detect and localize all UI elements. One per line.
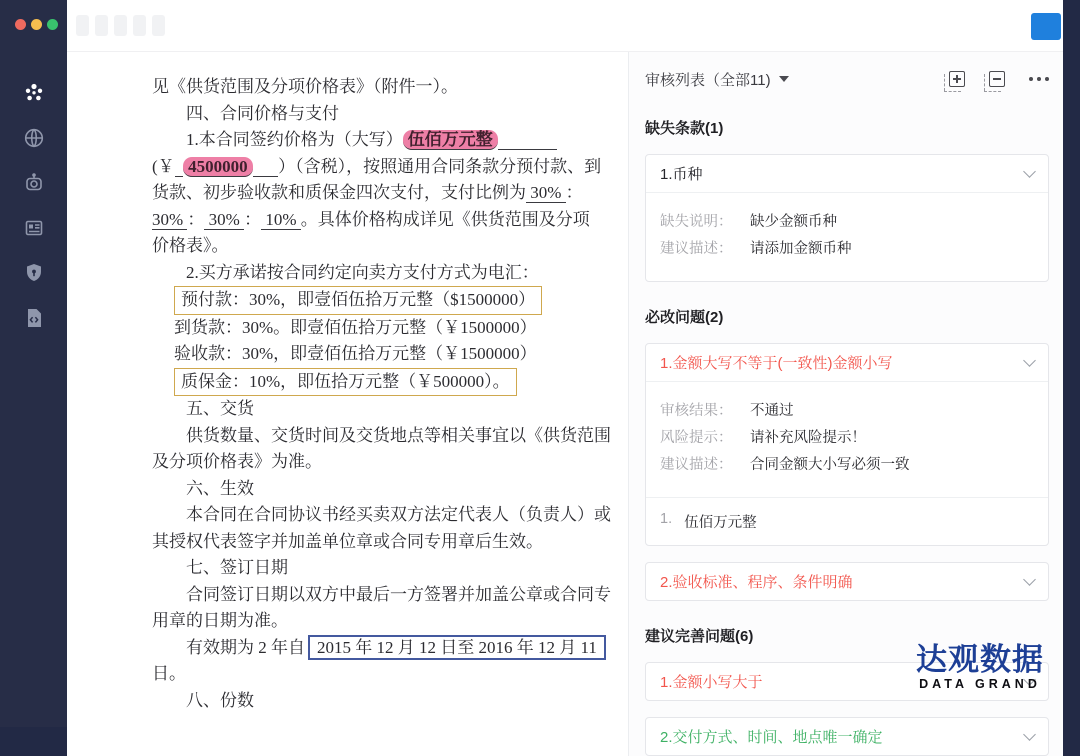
chevron-down-icon[interactable] [1023,673,1036,686]
main-area [67,0,1063,746]
doc-text: 合同签订日期以双方中最后一方签署并加盖公章或合同专 [186,584,611,604]
review-list-title[interactable]: 审核列表（全部11) [645,71,771,89]
minimize-window-button[interactable] [31,19,42,30]
field-row [660,209,1034,236]
review-card-delivery [645,717,1049,756]
toolbar [67,0,1063,52]
doc-text: 其授权代表签字并加盖单位章或合同专用章后生效。 [152,531,543,551]
doc-text: 供货数量、交货时间及交货地点等相关事宜以《供货范围 [186,425,611,445]
toolbar-button-placeholder[interactable] [95,15,108,36]
card-header[interactable] [646,663,1048,700]
card-title: 2.交付方式、时间、地点唯一确定 [660,729,883,746]
card-body [646,192,1048,281]
doc-text: 货款、初步验收款和质保金四次支付，支付比例为 [152,183,526,202]
doc-text: 价格表》。 [152,236,229,255]
security-shield-icon [22,261,46,285]
field-value: 合同金额大小写必须一致 [750,457,910,473]
doc-date-box: 2015 年 12 月 12 日至 2016 年 12 月 11 [308,635,606,660]
doc-text: 四、合同价格与支付 [186,103,339,123]
expand-all-icon [949,71,965,87]
evidence-index: 1. [660,511,673,527]
field-label: 建议描述： [660,241,733,257]
dashed-decoration [984,74,985,91]
doc-line [152,396,580,423]
doc-text: 有效期为 2 年自 [186,637,305,657]
chevron-down-icon[interactable] [1023,354,1036,367]
doc-line [152,476,580,503]
review-card-amount-mismatch [645,343,1049,546]
doc-underline-blank [498,130,558,150]
doc-text: 七、签订日期 [186,558,288,577]
chevron-down-icon[interactable] [1023,165,1036,178]
doc-text: 验收款：30%，即壹佰伍拾万元整（￥1500000） [174,344,537,363]
doc-text: 六、生效 [186,478,254,498]
contract-card-icon [22,216,46,240]
doc-text: 到货款：30%。即壹佰伍拾万元整（￥1500000） [174,317,537,337]
doc-text: 五、交货 [186,399,254,418]
doc-line [152,608,580,635]
zoom-window-button[interactable] [47,19,58,30]
toolbar-button-placeholder[interactable] [76,15,89,36]
assistant-robot-icon [22,171,46,195]
brand-logo-en: DATA GRAND [919,677,1041,691]
toolbar-button-placeholder[interactable] [133,15,146,36]
doc-underline-blank: 30% [526,183,566,202]
app-logo-cluster-icon [22,81,46,105]
section-title-missing-clauses: 缺失条款(1) [645,120,724,137]
doc-line [152,449,580,476]
doc-text: 质保金：10%，即伍拾万元整（￥500000）。 [181,371,510,391]
chevron-down-icon[interactable] [1023,728,1036,741]
dashed-decoration [944,74,945,91]
field-label: 建议描述： [660,457,733,473]
doc-underline-blank [175,157,184,177]
card-title: 1.币种 [660,166,703,183]
sidebar-nav [0,70,67,340]
doc-text: (￥ [152,156,175,176]
primary-action-button[interactable] [1031,13,1061,40]
dashed-decoration [984,91,1001,92]
card-body [646,381,1048,497]
collapse-all-icon [989,71,1005,87]
doc-line [152,555,580,582]
field-row [660,398,1034,425]
doc-line [152,127,580,154]
globe-icon [22,126,46,150]
sidebar-item-code-doc[interactable] [0,295,67,340]
code-document-icon [22,306,46,330]
sidebar-item-home[interactable] [0,70,67,115]
doc-text: 2.买方承诺按合同约定向卖方支付方式为电汇： [186,262,539,282]
doc-highlight: 4500000 [183,157,253,177]
chevron-down-icon[interactable] [1023,573,1036,586]
doc-text: ）（含税），按照通用合同条款分预付款、到 [278,156,602,176]
dashed-decoration [944,91,961,92]
card-title: 1.金额大写不等于(一致性)金额小写 [660,355,893,372]
field-row [660,425,1034,452]
doc-text: 预付款：30%，即壹佰伍拾万元整（$1500000） [181,290,536,309]
evidence-text: 伍佰万元整 [684,515,757,531]
sidebar-item-global[interactable] [0,115,67,160]
review-panel-header [645,65,1049,93]
field-label: 审核结果： [660,403,733,419]
doc-line [152,260,580,287]
doc-line [152,661,580,688]
doc-line [152,582,611,609]
doc-text: ： [244,209,262,229]
doc-text: 。具体价格构成详见《供货范围及分项 [300,209,590,229]
doc-line [174,368,517,397]
doc-line [174,315,580,342]
doc-text: 八、份数 [186,690,254,710]
filter-dropdown-caret-icon[interactable] [779,76,789,82]
doc-line [152,233,580,260]
evidence-item[interactable] [646,497,1048,545]
doc-text: 1.本合同签约价格为（大写） [186,130,403,149]
field-row [660,236,1034,263]
doc-highlight: 伍佰万元整 [403,130,498,150]
field-value: 请添加金额币种 [750,241,852,257]
doc-text: ： [565,183,583,202]
toolbar-button-placeholder[interactable] [114,15,127,36]
field-value: 请补充风险提示！ [750,430,866,446]
card-title: 1.金额小写大于 [660,674,763,691]
sidebar-item-contracts[interactable] [0,205,67,250]
doc-line [174,341,580,368]
doc-line [152,688,580,715]
review-card-currency [645,154,1049,282]
doc-text: 见《供货范围及分项价格表》（附件一）。 [152,77,458,96]
more-options-button[interactable] [1029,71,1049,87]
doc-line [174,286,542,315]
window-controls [15,19,58,30]
sidebar-item-security[interactable] [0,250,67,295]
doc-line [152,74,580,101]
review-panel [628,52,1063,756]
field-label: 风险提示： [660,430,733,446]
doc-line [152,154,602,181]
field-value: 不通过 [750,403,794,419]
ellipsis-icon [1029,71,1049,87]
sidebar [0,0,67,727]
doc-text: 用章的日期为准。 [152,611,288,630]
collapse-all-button[interactable] [989,71,1005,87]
doc-line [152,180,583,207]
card-header[interactable] [646,155,1048,192]
doc-line [152,502,611,529]
expand-all-button[interactable] [949,71,965,87]
review-card-amount-greater [645,662,1049,701]
doc-line [152,529,580,556]
doc-line [152,423,611,450]
card-header[interactable] [646,563,1048,600]
doc-underline-blank: 30% [204,209,245,229]
doc-underline-blank: 30% [152,209,188,229]
doc-text: 及分项价格表》为准。 [152,452,322,471]
section-title-must-fix: 必改问题(2) [645,309,724,326]
field-value: 缺少金额币种 [750,214,837,230]
doc-underline-blank [253,157,279,177]
content-area [67,52,1063,756]
brand-logo-cn: 达观数据 [916,642,1044,677]
contract-document[interactable] [67,52,628,756]
field-label: 缺失说明： [660,214,733,230]
card-header[interactable] [646,718,1048,755]
card-title: 2.验收标准、程序、条件明确 [660,574,853,591]
doc-text: ： [187,209,205,229]
field-row [660,452,1034,479]
doc-text: 日。 [152,664,186,683]
section-title-suggested: 建议完善问题(6) [645,628,754,645]
card-header[interactable] [646,344,1048,381]
doc-line [152,101,580,128]
doc-line [152,635,597,662]
review-card-acceptance [645,562,1049,601]
toolbar-button-placeholder[interactable] [152,15,165,36]
sidebar-item-assistant[interactable] [0,160,67,205]
doc-underline-blank: 10% [261,209,301,229]
doc-line [152,207,590,234]
close-window-button[interactable] [15,19,26,30]
doc-text: 本合同在合同协议书经买卖双方法定代表人（负责人）或 [186,505,611,524]
